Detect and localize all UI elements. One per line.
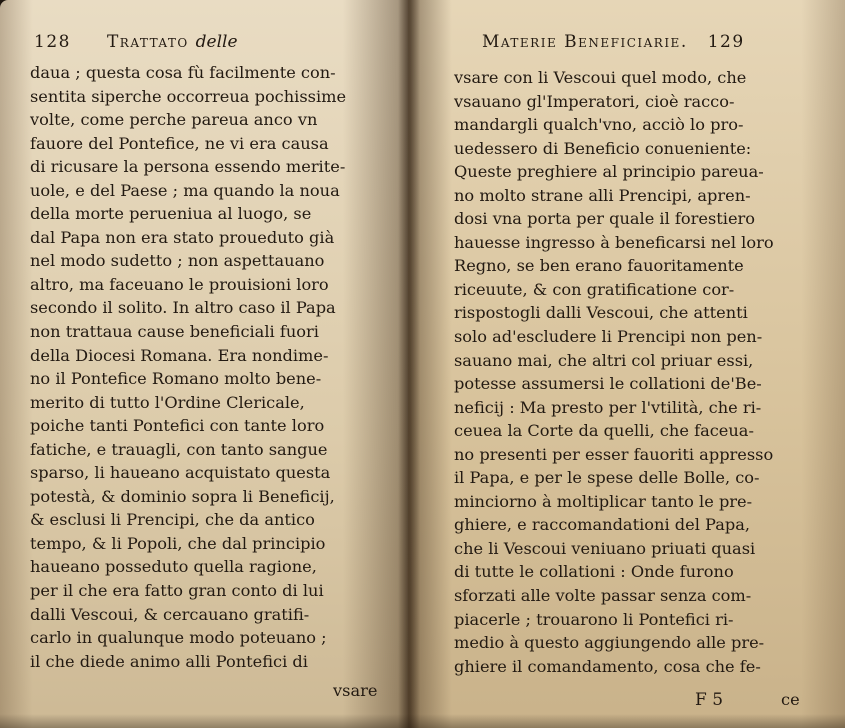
text-line: uedessero di Beneficio conueniente:: [454, 138, 752, 158]
left-running-head: [34, 32, 238, 52]
right-page-number: 129: [707, 32, 745, 52]
signature-mark: F 5: [695, 690, 724, 710]
text-line: dosi vna porta per quale il forestiero: [454, 209, 756, 229]
text-line: nel modo sudetto ; non aspettauano: [30, 251, 325, 271]
text-line: daua ; questa cosa fù facilmente con-: [30, 63, 336, 82]
text-line: sparso, li haueano acquistato questa: [30, 463, 331, 483]
text-line: hauesse ingresso à beneficarsi nel loro: [454, 232, 774, 252]
text-line: Regno, se ben erano fauoritamente: [454, 256, 744, 276]
text-line: merito di tutto l'Ordine Clericale,: [30, 392, 305, 412]
text-line: medio à questo aggiungendo alle pre-: [454, 633, 765, 653]
left-running-title: Trattato: [106, 32, 189, 52]
text-line: no molto strane alli Prencipi, apren-: [454, 185, 751, 205]
left-page: [0, 0, 408, 728]
text-line: volte, come perche pareua anco vn: [30, 110, 318, 130]
text-line: altro, ma faceuano le prouisioni loro: [30, 274, 329, 294]
left-catchword: vsare: [333, 681, 378, 700]
text-line: secondo il solito. In altro caso il Papa: [30, 298, 336, 318]
text-line: uole, e del Paese ; ma quando la noua: [30, 180, 340, 200]
right-running-head: [482, 32, 745, 52]
text-line: dal Papa non era stato proueduto già: [30, 227, 335, 247]
text-line: poiche tanti Pontefici con tante loro: [30, 416, 325, 436]
text-line: riceuute, & con gratificatione cor-: [454, 279, 735, 299]
right-page: [408, 0, 845, 728]
text-line: sentita siperche occorreua pochissime: [30, 86, 347, 106]
text-line: carlo in qualunque modo poteuano ;: [30, 628, 327, 648]
text-line: della Diocesi Romana. Era nondime-: [30, 345, 329, 365]
left-page-text: [30, 61, 346, 673]
text-line: fatiche, e trauagli, con tanto sangue: [30, 439, 328, 459]
text-line: ceuea la Corte da quelli, che faceua-: [454, 421, 754, 441]
text-line: per il che era fatto gran conto di lui: [30, 581, 324, 601]
text-line: dalli Vescoui, & cercauano gratifi-: [30, 604, 310, 624]
right-page-text: [454, 66, 774, 678]
right-running-title: Materie Beneficiarie.: [482, 32, 688, 52]
text-line: della morte perueniua al luogo, se: [30, 204, 312, 224]
text-line: haueano posseduto quella ragione,: [30, 557, 317, 577]
text-line: di ricusare la persona essendo merite-: [30, 157, 346, 177]
text-line: tempo, & li Popoli, che dal principio: [30, 533, 326, 553]
text-line: vsauano gl'Imperatori, cioè racco-: [454, 91, 735, 111]
text-line: minciorno à moltiplicar tanto le pre-: [454, 491, 753, 511]
text-line: potestà, & dominio sopra li Beneficij,: [30, 486, 335, 506]
left-page-number: 128: [34, 32, 71, 52]
text-line: ghiere il comandamento, cosa che fe-: [454, 656, 761, 676]
text-line: mandargli qualch'vno, acciò lo pro-: [454, 115, 744, 135]
text-line: no il Pontefice Romano molto bene-: [30, 369, 322, 389]
text-line: piacerle ; trouarono li Pontefici ri-: [454, 609, 734, 629]
text-line: neficij : Ma presto per l'vtilità, che ri-: [454, 397, 762, 417]
text-line: no presenti per esser fauoriti appresso: [454, 444, 774, 464]
text-line: il Papa, e per le spese delle Bolle, co-: [454, 468, 760, 488]
text-line: vsare con li Vescoui quel modo, che: [454, 68, 747, 87]
text-line: ghiere, e raccomandationi del Papa,: [454, 515, 750, 535]
book-gutter: [398, 0, 420, 728]
text-line: & esclusi li Prencipi, che da antico: [30, 510, 315, 530]
text-line: solo ad'escludere li Prencipi non pen-: [454, 327, 763, 347]
text-line: potesse assumersi le collationi de'Be-: [454, 374, 762, 394]
text-line: di tutte le collationi : Onde furono: [454, 562, 734, 582]
text-line: fauore del Pontefice, ne vi era causa: [30, 133, 329, 153]
text-line: non trattaua cause beneficiali fuori: [30, 322, 319, 342]
text-line: sforzati alle volte passar senza com-: [454, 586, 752, 606]
left-running-title-italic: delle: [195, 32, 238, 52]
text-line: Queste preghiere al principio pareua-: [454, 162, 764, 182]
text-line: il che diede animo alli Pontefici di: [30, 651, 308, 671]
text-line: rispostogli dalli Vescoui, che attenti: [454, 303, 748, 323]
right-catchword: ce: [781, 690, 800, 709]
text-line: sauano mai, che altri col priuar essi,: [454, 350, 754, 370]
text-line: che li Vescoui veniuano priuati quasi: [454, 538, 756, 558]
